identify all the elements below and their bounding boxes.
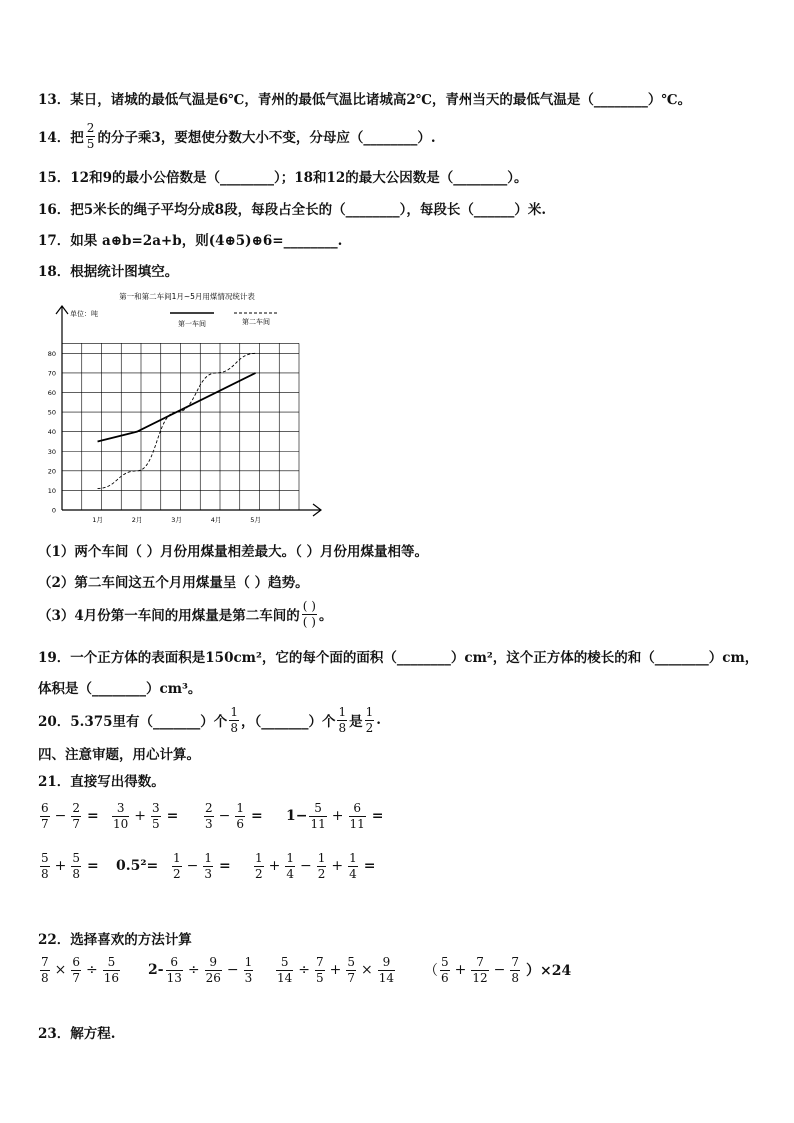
q21-row-1	[38, 796, 758, 836]
question-19-continued: 体积是（________）cm³。	[38, 681, 202, 697]
question-19: 19．一个正方体的表面积是150cm²，它的每个面的面积（________）cm²，这个正方体的棱长的和（________）cm，	[38, 650, 759, 666]
question-13: 13．某日，诸城的最低气温是6℃，青州的最低气温比诸城高2℃，青州当天的最低气温是（________）℃。	[38, 92, 692, 108]
x-tick-label: 2月	[131, 516, 143, 524]
q21-row-2	[38, 846, 758, 886]
question-17: 17．如果 a⊕b=2a+b，则(4⊕5)⊕6=________.	[38, 233, 343, 249]
x-tick-label: 1月	[92, 516, 103, 524]
y-tick-label: 50	[47, 408, 56, 417]
question-18-3: （3）4月份第一车间的用煤量是第二车间的 ( ) ( ) 。	[38, 599, 333, 629]
q22-expr-a: $\frac{7}{8}$ × $\frac{6}{7}$ ÷ $\frac{5}{16}$	[41, 954, 120, 985]
q21-expr-f: 0.5²=	[116, 858, 159, 874]
q21-expr-a: 6 7 − $\frac{2}{7}$ =	[41, 800, 99, 831]
y-tick-label: 30	[47, 447, 56, 456]
q21-expr-h: 1 2 + $\frac{1}{4}$ − $\frac{1}{2}$ + $\frac{1}{4}$ =	[255, 850, 376, 881]
legend-label-1: 第一车间	[178, 320, 206, 328]
question-18-2: （2）第二车间这五个月用煤量呈（ ）趋势。	[38, 575, 309, 591]
legend-label-2: 第二车间	[242, 318, 270, 326]
q21-expr-c: 2 3 − $\frac{1}{6}$ =	[205, 800, 263, 831]
q22-expr-b: 2- $\frac{6}{13}$ ÷ $\frac{9}{26}$ − $\frac{1}{3}$	[148, 954, 253, 985]
x-tick-label: 3月	[171, 516, 182, 524]
section-heading-4: 四、注意审题，用心计算。	[38, 747, 200, 763]
y-tick-label: 10	[47, 486, 56, 495]
q22-row	[38, 950, 758, 990]
fraction: 2 5	[86, 121, 95, 151]
y-tick-label: 40	[47, 428, 56, 437]
chart-title: 第一和第二车间1月~5月用煤情况统计表	[119, 292, 255, 301]
q22-expr-d: （ 5 6 + $\frac{7}{12}$ − $\frac{7}{8}$ ）×24	[424, 954, 572, 985]
q21-expr-d: 1− $\frac{5}{11}$ + $\frac{6}{11}$ =	[286, 800, 384, 831]
question-15: 15．12和9的最小公倍数是（________）；18和12的最大公因数是（________）。	[38, 170, 528, 186]
chart-unit-label: 单位：吨	[70, 310, 98, 318]
chart-legend	[170, 313, 278, 328]
question-20: 20．5.375里有（_______）个 1 8 ，（_______）个 1 8 是 1 2 .	[38, 705, 381, 735]
coal-usage-line-chart	[40, 288, 340, 528]
x-tick-label: 5月	[250, 516, 261, 524]
question-18-1: （1）两个车间（ ）月份用煤量相差最大。（ ）月份用煤量相等。	[38, 544, 429, 560]
y-tick-label: 0	[51, 506, 56, 515]
y-tick-label: 70	[47, 369, 56, 378]
q21-expr-g: 1 2 − $\frac{1}{3}$ =	[173, 850, 231, 881]
question-14: 14．把 2 5 的分子乘3，要想使分数大小不变，分母应（________）.	[38, 121, 436, 151]
q22-expr-c: $\frac{5}{14}$ ÷ $\frac{7}{5}$ + $\frac{5}{7}$ × $\frac{9}{14}$	[277, 954, 395, 985]
question-18: 18．根据统计图填空。	[38, 264, 179, 280]
blank-fraction: ( ) ( )	[302, 599, 316, 629]
question-21: 21．直接写出得数。	[38, 774, 165, 790]
q21-expr-e: 5 8 + $\frac{5}{8}$ =	[41, 850, 99, 881]
y-tick-label: 80	[47, 349, 56, 358]
question-23: 23．解方程.	[38, 1026, 116, 1042]
y-tick-label: 60	[47, 389, 56, 398]
q21-expr-b: 3 10 + $\frac{3}{5}$ =	[113, 800, 179, 831]
question-22: 22．选择喜欢的方法计算	[38, 932, 192, 948]
question-16: 16．把5米长的绳子平均分成8段，每段占全长的（________），每段长（______）米.	[38, 202, 547, 218]
y-tick-label: 20	[47, 467, 56, 476]
x-tick-label: 4月	[210, 516, 222, 524]
